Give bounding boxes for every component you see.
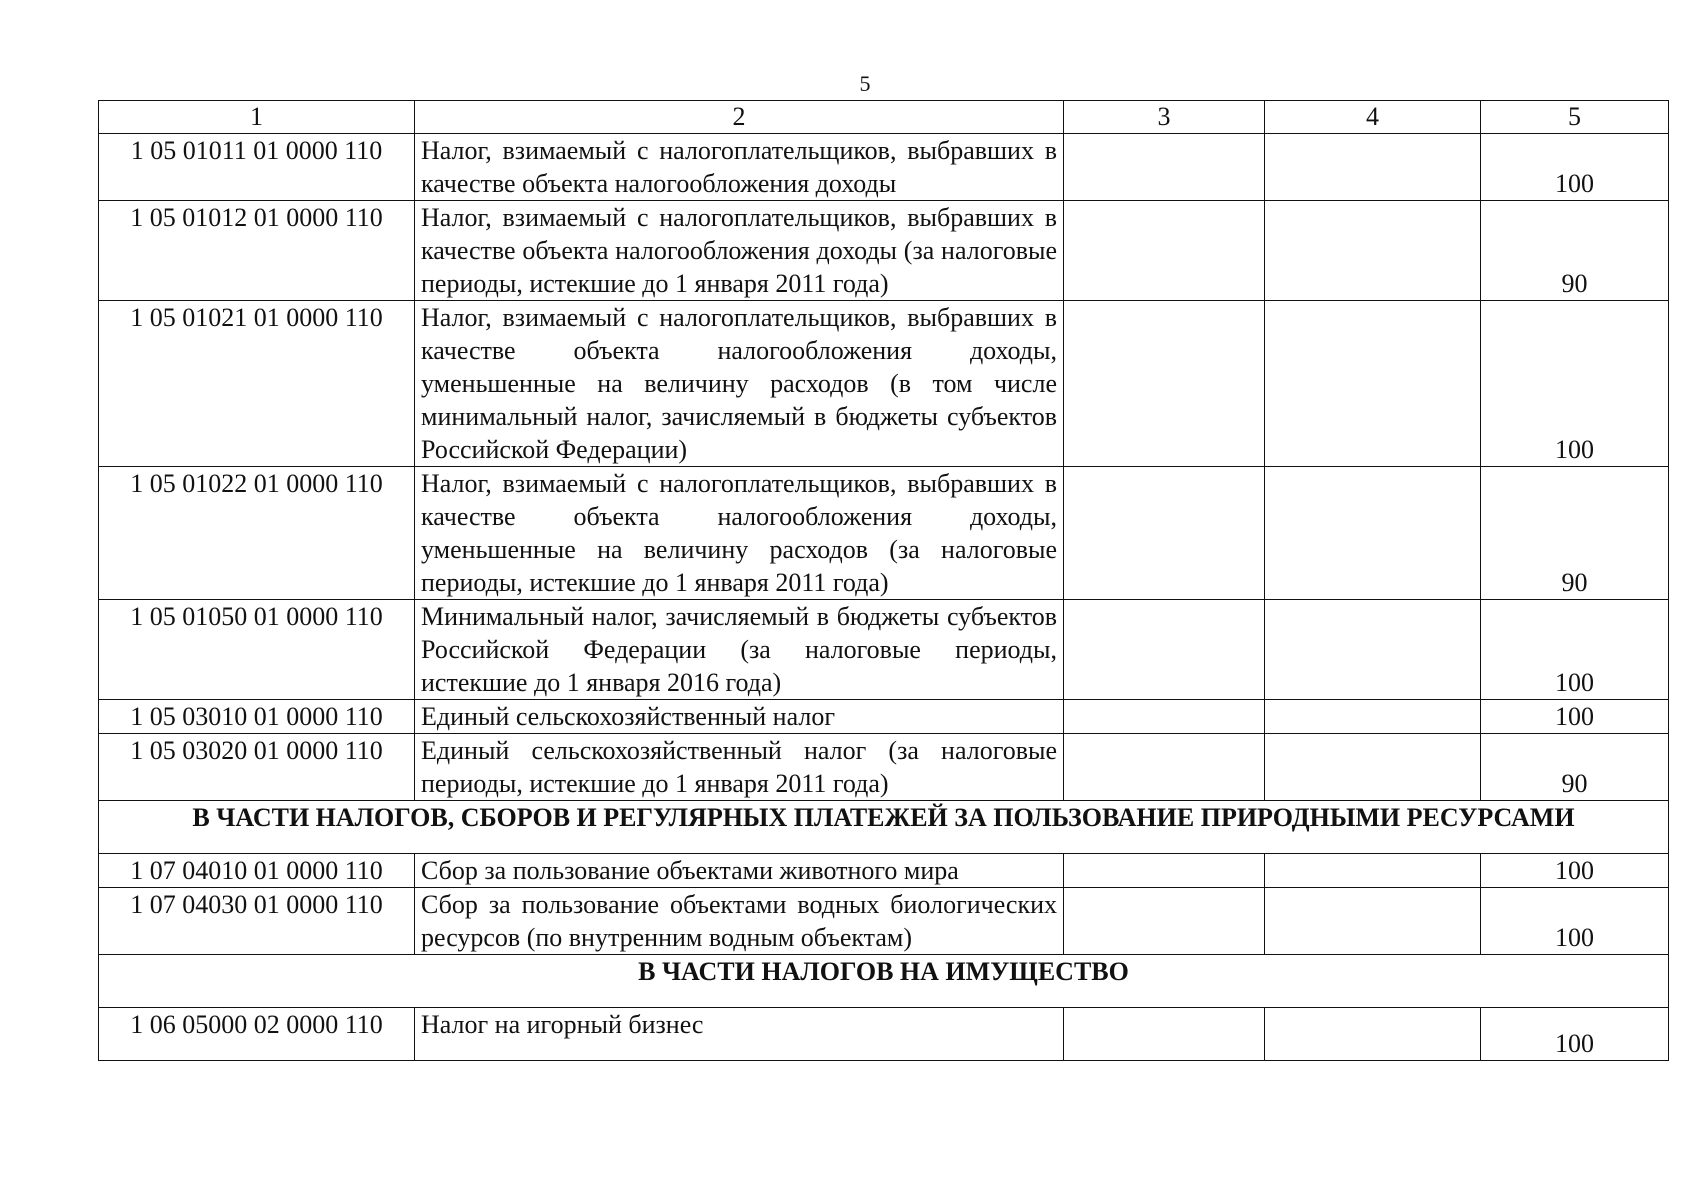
- column-header: 4: [1265, 101, 1481, 134]
- revenue-description: Единый сельскохозяйственный налог: [415, 700, 1064, 734]
- revenue-description: Налог, взимаемый с налогоплательщиков, выбравших в качестве объекта налогообложения доходы, уменьшенные на величину расходов (за налоговые периоды, истекшие до 1 января 2011 года): [415, 467, 1064, 600]
- budget-distribution-table: [98, 100, 1669, 1061]
- revenue-description: Единый сельскохозяйственный налог (за налоговые периоды, истекшие до 1 января 2011 года): [415, 734, 1064, 801]
- column-header: 2: [415, 101, 1064, 134]
- column-4-value: [1265, 301, 1481, 467]
- section-heading-row: [99, 801, 1669, 854]
- table-row: [99, 854, 1669, 888]
- revenue-code: 1 06 05000 02 0000 110: [99, 1008, 415, 1061]
- revenue-code: 1 07 04010 01 0000 110: [99, 854, 415, 888]
- column-4-value: [1265, 1008, 1481, 1061]
- column-5-value: 100: [1481, 301, 1669, 467]
- table-row: [99, 301, 1669, 467]
- table-row: [99, 888, 1669, 955]
- section-heading-natural-resources: В ЧАСТИ НАЛОГОВ, СБОРОВ И РЕГУЛЯРНЫХ ПЛАТЕЖЕЙ ЗА ПОЛЬЗОВАНИЕ ПРИРОДНЫМИ РЕСУРСАМИ: [99, 801, 1669, 854]
- revenue-description: Налог, взимаемый с налогоплательщиков, выбравших в качестве объекта налогообложения доходы: [415, 134, 1064, 201]
- column-5-value: 90: [1481, 467, 1669, 600]
- revenue-code: 1 05 01050 01 0000 110: [99, 600, 415, 700]
- column-3-value: [1064, 734, 1265, 801]
- revenue-description: Сбор за пользование объектами животного мира: [415, 854, 1064, 888]
- column-4-value: [1265, 600, 1481, 700]
- column-5-value: 100: [1481, 700, 1669, 734]
- column-5-value: 100: [1481, 854, 1669, 888]
- revenue-code: 1 05 01021 01 0000 110: [99, 301, 415, 467]
- column-4-value: [1265, 467, 1481, 600]
- page-number: 5: [859, 71, 871, 96]
- column-5-value: 90: [1481, 734, 1669, 801]
- revenue-description: Налог, взимаемый с налогоплательщиков, выбравших в качестве объекта налогообложения доходы, уменьшенные на величину расходов (в том числе минимальный налог, зачисляемый в бюджеты субъектов Российской Федерации): [415, 301, 1064, 467]
- column-4-value: [1265, 854, 1481, 888]
- revenue-code: 1 07 04030 01 0000 110: [99, 888, 415, 955]
- table-row: [99, 134, 1669, 201]
- column-5-value: 100: [1481, 134, 1669, 201]
- revenue-description: Минимальный налог, зачисляемый в бюджеты субъектов Российской Федерации (за налоговые периоды, истекшие до 1 января 2016 года): [415, 600, 1064, 700]
- revenue-code: 1 05 01011 01 0000 110: [99, 134, 415, 201]
- revenue-code: 1 05 01022 01 0000 110: [99, 467, 415, 600]
- revenue-description: Налог, взимаемый с налогоплательщиков, выбравших в качестве объекта налогообложения доходы (за налоговые периоды, истекшие до 1 января 2011 года): [415, 201, 1064, 301]
- column-4-value: [1265, 734, 1481, 801]
- revenue-code: 1 05 03020 01 0000 110: [99, 734, 415, 801]
- column-5-value: 100: [1481, 1008, 1669, 1061]
- revenue-description: Сбор за пользование объектами водных биологических ресурсов (по внутренним водным объектам): [415, 888, 1064, 955]
- table-header-row: [99, 101, 1669, 134]
- column-4-value: [1265, 888, 1481, 955]
- revenue-code: 1 05 03010 01 0000 110: [99, 700, 415, 734]
- column-3-value: [1064, 700, 1265, 734]
- column-3-value: [1064, 1008, 1265, 1061]
- column-4-value: [1265, 201, 1481, 301]
- column-header: 3: [1064, 101, 1265, 134]
- column-3-value: [1064, 134, 1265, 201]
- column-3-value: [1064, 301, 1265, 467]
- section-heading-row: [99, 955, 1669, 1008]
- column-3-value: [1064, 201, 1265, 301]
- table-row: [99, 467, 1669, 600]
- column-5-value: 90: [1481, 201, 1669, 301]
- table-row: [99, 700, 1669, 734]
- table-row: [99, 600, 1669, 700]
- table-row: [99, 734, 1669, 801]
- column-3-value: [1064, 600, 1265, 700]
- column-3-value: [1064, 467, 1265, 600]
- revenue-code: 1 05 01012 01 0000 110: [99, 201, 415, 301]
- revenue-description: Налог на игорный бизнес: [415, 1008, 1064, 1061]
- column-5-value: 100: [1481, 600, 1669, 700]
- column-3-value: [1064, 854, 1265, 888]
- section-heading-property: В ЧАСТИ НАЛОГОВ НА ИМУЩЕСТВО: [99, 955, 1669, 1008]
- column-header: 5: [1481, 101, 1669, 134]
- column-4-value: [1265, 700, 1481, 734]
- column-5-value: 100: [1481, 888, 1669, 955]
- table-row: [99, 201, 1669, 301]
- table-row: [99, 1008, 1669, 1061]
- column-4-value: [1265, 134, 1481, 201]
- column-header: 1: [99, 101, 415, 134]
- column-3-value: [1064, 888, 1265, 955]
